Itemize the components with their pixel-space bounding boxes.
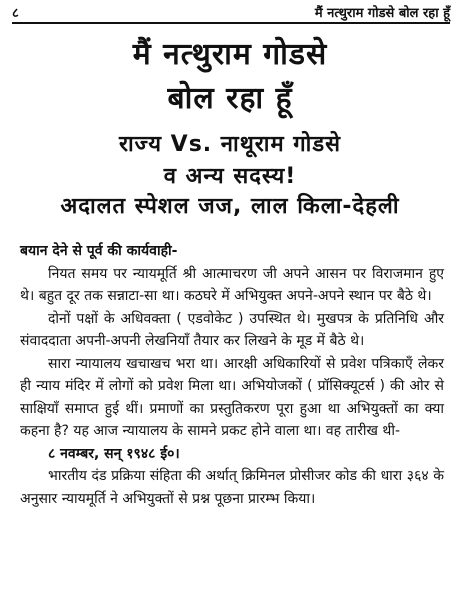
case-title-line-2: व अन्य सदस्य! [163, 164, 297, 189]
date-line: ८ नवम्बर, सन् १९४८ ई०। [48, 445, 180, 462]
court-name: अदालत स्पेशल जज, लाल किला-देहली [60, 194, 400, 219]
section-heading: बयान देने से पूर्व की कार्यवाही- [20, 243, 178, 259]
running-title: मैं नत्थुराम गोडसे बोल रहा हूँ [314, 6, 450, 21]
page-number: ८ [12, 6, 19, 21]
paragraph: दोनों पक्षों के अधिवक्ता ( एडवोकेट ) उपस्थित थे। मुखपत्र के प्रतिनिधि और संवाददाता अपनी-अपनी लेखनियाँ तैयार कर लिखने के मूड में बैठे थे। [20, 310, 444, 349]
page-header [12, 2, 450, 24]
main-title-line-2: बोल रहा हूँ [167, 81, 293, 116]
paragraph: सारा न्यायालय खचाखच भरा था। आरक्षी अधिकारियों से प्रवेश पत्रिकाएँ लेकर ही न्याय मंदिर में लोगों को प्रवेश मिला था। अभियोजकों ( प्रॉसिक्यूटर्स ) की ओर से साक्षियाँ समाप्त हुई थीं। प्रमाणों का प्रस्तुतिकरण पूरा हुआ था अभियुक्तों का क्या कहना है? यह आज न्यायालय के सामने प्रकट होने वाला था। वह तारीख थी- [20, 355, 444, 439]
main-title-line-1: मैं नत्थुराम गोडसे [132, 37, 328, 72]
body-text [20, 240, 444, 510]
paragraph: भारतीय दंड प्रक्रिया संहिता की अर्थात् क्रिमिनल प्रोसीजर कोड की धारा ३६४ के अनुसार न्यायमूर्ति ने अभियुक्तों से प्रश्न पूछना प्रारम्भ किया। [20, 468, 444, 507]
case-title-line-1: राज्य Vs. नाथूराम गोडसे [118, 132, 342, 157]
paragraph: नियत समय पर न्यायमूर्ति श्री आत्माचरण जी अपने आसन पर विराजमान हुए थे। बहुत दूर तक सन्नाटा-सा था। कठघरे में अभियुक्त अपने-अपने स्थान पर बैठे थे। [20, 265, 444, 304]
